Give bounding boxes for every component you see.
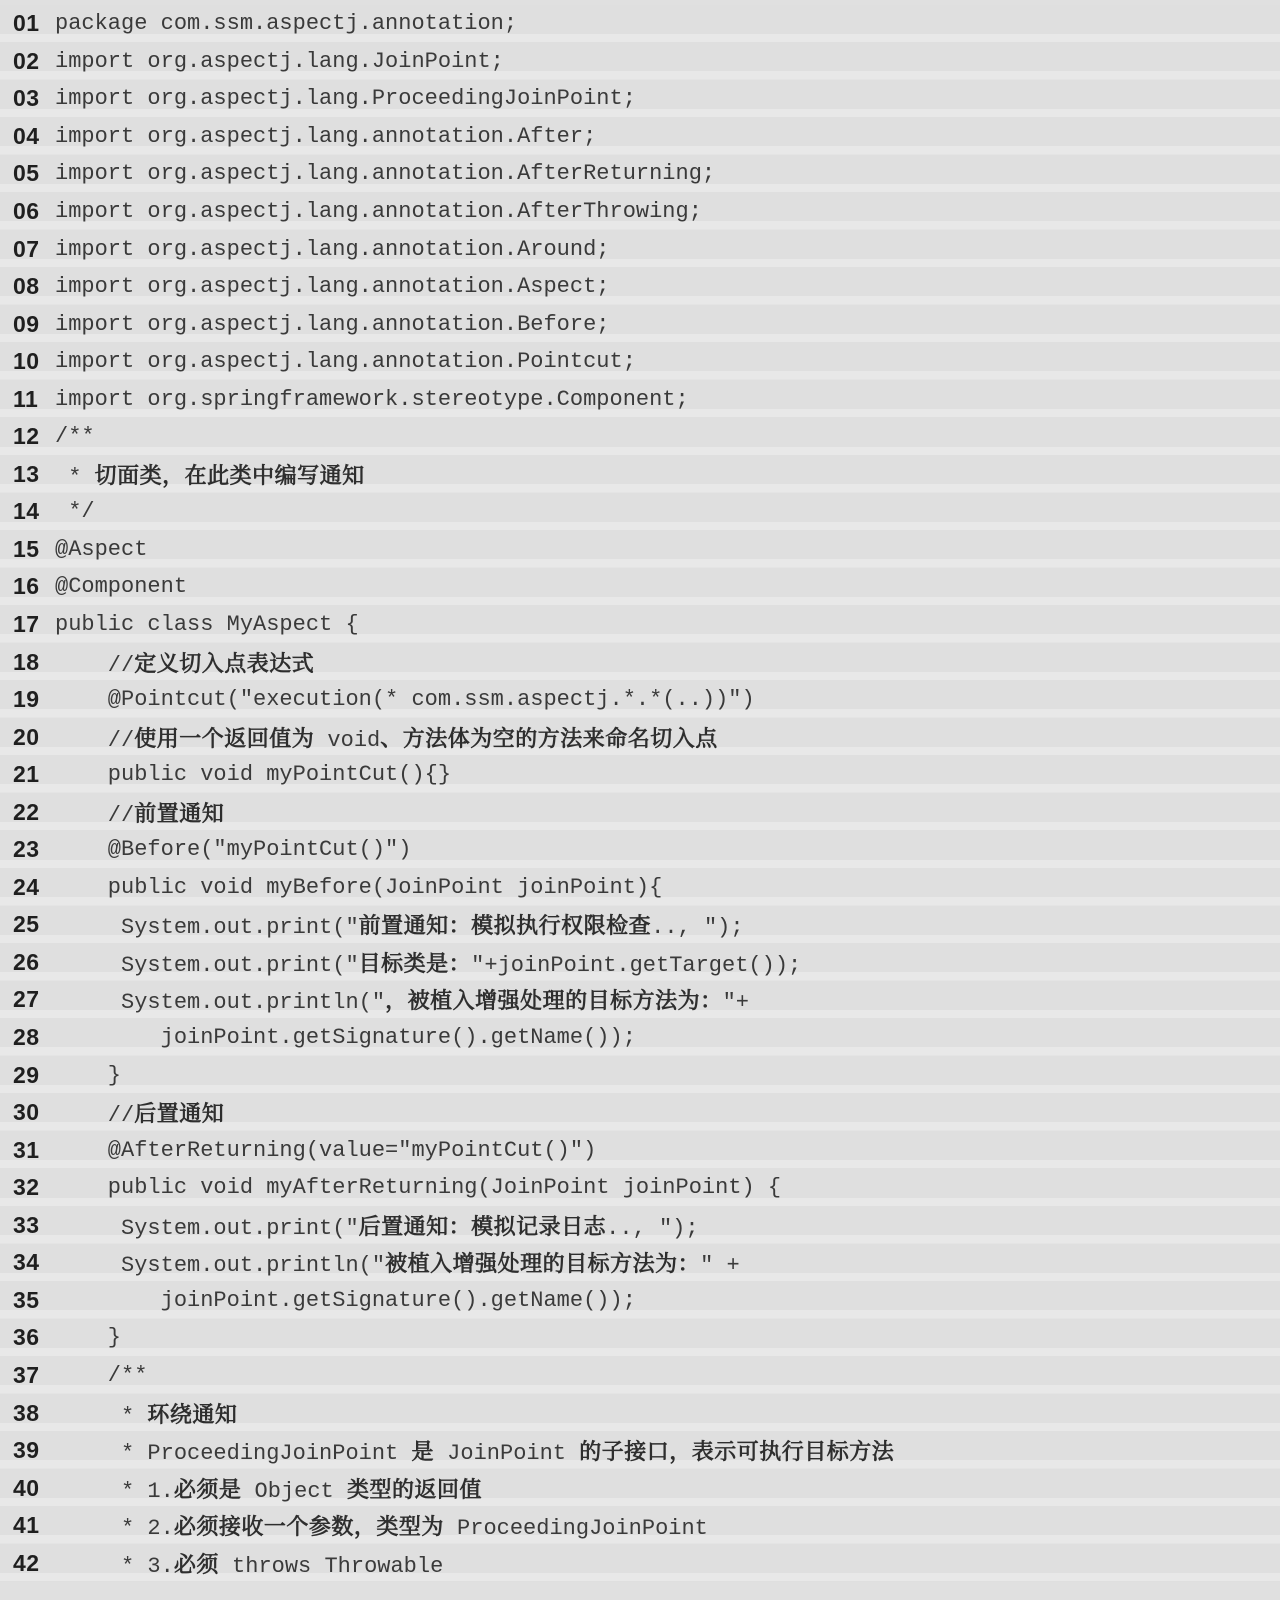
line-number: 34: [13, 1249, 40, 1276]
line-number: 04: [13, 122, 40, 149]
code-line-row: [0, 831, 1280, 869]
line-number: 37: [13, 1361, 40, 1388]
line-number: 09: [13, 310, 40, 337]
code-line-row: [0, 456, 1280, 494]
code-text: package com.ssm.aspectj.annotation;: [55, 11, 518, 37]
line-number: 10: [13, 348, 40, 375]
line-number: 18: [13, 648, 40, 675]
line-number: 17: [13, 611, 40, 638]
line-number: 33: [13, 1211, 40, 1238]
code-text: * 1.必须是 Object 类型的返回值: [55, 1477, 482, 1504]
code-text: //定义切入点表达式: [55, 651, 315, 678]
line-number: 16: [13, 573, 40, 600]
code-line-row: [0, 869, 1280, 907]
code-text: import org.aspectj.lang.annotation.AfterReturning;: [55, 161, 716, 187]
code-text: }: [55, 1325, 122, 1351]
line-number: 22: [13, 798, 40, 825]
code-line-row: [0, 681, 1280, 719]
code-text: * 切面类，在此类中编写通知: [55, 463, 365, 490]
cjk-comment-text: ，被植入增强处理的目标方法为：: [385, 989, 723, 1015]
line-number: 03: [13, 85, 40, 112]
cjk-comment-text: 是: [411, 1440, 434, 1466]
code-text: * 2.必须接收一个参数，类型为 ProceedingJoinPoint: [55, 1515, 708, 1542]
code-text: import org.aspectj.lang.annotation.AfterThrowing;: [55, 199, 702, 224]
line-number: 15: [13, 535, 40, 562]
code-line-row: [0, 1169, 1280, 1207]
code-line-row: [0, 1244, 1280, 1282]
code-text: @Component: [55, 574, 188, 600]
line-number: 11: [13, 385, 39, 412]
code-line-row: [0, 380, 1280, 418]
code-line-row: [0, 756, 1280, 794]
code-line-row: [0, 981, 1280, 1019]
code-text: System.out.print("前置通知：模拟执行权限检查.., ");: [55, 914, 744, 941]
code-line-row: [0, 1469, 1280, 1507]
line-number: 05: [13, 160, 40, 187]
code-listing: [0, 5, 1280, 1582]
code-line-row: [0, 1282, 1280, 1320]
code-text: System.out.println("，被植入增强处理的目标方法为："+: [55, 989, 749, 1016]
line-number: 42: [13, 1549, 40, 1576]
code-line-row: [0, 906, 1280, 944]
cjk-comment-text: 必须接收一个参数，类型为: [173, 1515, 444, 1541]
code-text: //前置通知: [55, 801, 225, 828]
line-number: 08: [13, 273, 40, 300]
code-text: @Before("myPointCut()"): [55, 837, 412, 863]
line-number: 19: [13, 686, 40, 713]
code-line-row: [0, 155, 1280, 193]
code-line-row: [0, 418, 1280, 456]
code-text: import org.aspectj.lang.annotation.Pointcut;: [55, 349, 636, 375]
cjk-comment-text: 定义切入点表达式: [134, 651, 315, 677]
code-line-row: [0, 718, 1280, 756]
code-text: @Pointcut("execution(* com.ssm.aspectj.*.*(..))"): [55, 687, 755, 713]
line-number: 26: [13, 948, 40, 975]
cjk-comment-text: 前置通知: [134, 801, 225, 827]
cjk-comment-text: 前置通知：模拟执行权限检查: [358, 914, 652, 940]
line-number: 32: [13, 1174, 40, 1201]
cjk-comment-text: 切面类，在此类中编写通知: [94, 463, 365, 489]
code-text: * 环绕通知: [55, 1402, 238, 1429]
code-text: System.out.println("被植入增强处理的目标方法为：" +: [55, 1252, 740, 1279]
code-text: }: [55, 1062, 122, 1088]
code-line-row: [0, 305, 1280, 343]
code-line-row: [0, 1319, 1280, 1357]
code-line-row: [0, 1357, 1280, 1395]
code-line-row: [0, 1507, 1280, 1545]
cjk-comment-text: 目标类是：: [358, 951, 472, 977]
code-line-row: [0, 531, 1280, 569]
code-text: import org.aspectj.lang.JoinPoint;: [55, 48, 504, 74]
line-number: 07: [13, 235, 40, 262]
line-number: 12: [13, 423, 40, 450]
code-text: import org.aspectj.lang.ProceedingJoinPoint;: [55, 86, 636, 112]
code-text: public void myBefore(JoinPoint joinPoint){: [55, 874, 663, 900]
line-number: 06: [13, 198, 40, 224]
code-text: import org.aspectj.lang.annotation.After;: [55, 123, 597, 149]
code-text: /**: [55, 424, 95, 450]
code-line-row: [0, 1207, 1280, 1245]
cjk-comment-text: 被植入增强处理的目标方法为：: [385, 1252, 701, 1278]
code-line-row: [0, 118, 1280, 156]
line-number: 39: [13, 1437, 40, 1464]
line-number: 25: [13, 911, 40, 938]
code-line-row: [0, 944, 1280, 982]
cjk-comment-text: 环绕通知: [147, 1402, 238, 1428]
code-line-row: [0, 43, 1280, 81]
code-line-row: [0, 1432, 1280, 1470]
code-line-row: [0, 1019, 1280, 1057]
code-text: public class MyAspect {: [55, 612, 359, 638]
line-number: 38: [13, 1399, 40, 1426]
line-number: 27: [13, 986, 40, 1013]
code-text: * ProceedingJoinPoint 是 JoinPoint 的子接口，表示可执行目标方法: [55, 1440, 895, 1467]
line-number: 29: [13, 1061, 40, 1088]
line-number: 23: [13, 836, 40, 863]
cjk-comment-text: 的子接口，表示可执行目标方法: [579, 1440, 895, 1466]
line-number: 21: [13, 761, 40, 788]
code-line-row: [0, 606, 1280, 644]
code-text: System.out.print("目标类是："+joinPoint.getTarget());: [55, 951, 802, 978]
code-line-row: [0, 1394, 1280, 1432]
code-line-row: [0, 193, 1280, 231]
line-number: 24: [13, 873, 40, 900]
code-line-row: [0, 80, 1280, 118]
code-text: import org.aspectj.lang.annotation.Before;: [55, 311, 610, 337]
code-text: import org.aspectj.lang.annotation.Aspect;: [55, 274, 610, 300]
code-line-row: [0, 343, 1280, 381]
code-text: @AfterReturning(value="myPointCut()"): [55, 1137, 597, 1163]
line-number: 01: [13, 10, 40, 37]
code-text: import org.springframework.stereotype.Component;: [55, 386, 689, 412]
code-text: joinPoint.getSignature().getName());: [55, 1287, 636, 1313]
cjk-comment-text: 类型的返回值: [346, 1477, 482, 1503]
code-line-row: [0, 643, 1280, 681]
line-number: 36: [13, 1324, 40, 1351]
code-line-row: [0, 268, 1280, 306]
line-number: 30: [13, 1099, 40, 1126]
code-text: joinPoint.getSignature().getName());: [55, 1025, 636, 1051]
line-number: 41: [13, 1512, 40, 1539]
line-number: 31: [13, 1136, 40, 1163]
line-number: 02: [13, 47, 40, 74]
code-line-row: [0, 1131, 1280, 1169]
code-line-row: [0, 5, 1280, 43]
code-text: /**: [55, 1362, 148, 1388]
line-number: 35: [13, 1286, 40, 1313]
cjk-comment-text: 后置通知：模拟记录日志: [358, 1214, 607, 1240]
code-line-row: [0, 1094, 1280, 1132]
code-text: public void myPointCut(){}: [55, 762, 452, 788]
line-number: 13: [13, 460, 40, 487]
cjk-comment-text: 后置通知: [134, 1102, 225, 1128]
cjk-comment-text: 、方法体为空的方法来命名切入点: [380, 726, 718, 752]
code-text: @Aspect: [55, 536, 148, 562]
code-line-row: [0, 793, 1280, 831]
line-number: 20: [13, 723, 40, 750]
code-line-row: [0, 493, 1280, 531]
cjk-comment-text: 必须: [173, 1552, 219, 1578]
cjk-comment-text: 必须是: [173, 1477, 242, 1503]
code-line-row: [0, 230, 1280, 268]
line-number: 14: [13, 498, 40, 525]
code-text: //后置通知: [55, 1102, 225, 1129]
code-text: System.out.print("后置通知：模拟记录日志.., ");: [55, 1214, 699, 1241]
code-text: * 3.必须 throws Throwable: [55, 1552, 444, 1579]
code-text: //使用一个返回值为 void、方法体为空的方法来命名切入点: [55, 726, 718, 753]
code-text: import org.aspectj.lang.annotation.Around;: [55, 236, 610, 262]
cjk-comment-text: 使用一个返回值为: [134, 726, 315, 752]
code-text: */: [55, 499, 95, 525]
line-number: 40: [13, 1474, 40, 1501]
code-line-row: [0, 568, 1280, 606]
code-text: public void myAfterReturning(JoinPoint joinPoint) {: [55, 1175, 782, 1201]
code-line-row: [0, 1056, 1280, 1094]
line-number: 28: [13, 1024, 40, 1051]
code-line-row: [0, 1544, 1280, 1582]
